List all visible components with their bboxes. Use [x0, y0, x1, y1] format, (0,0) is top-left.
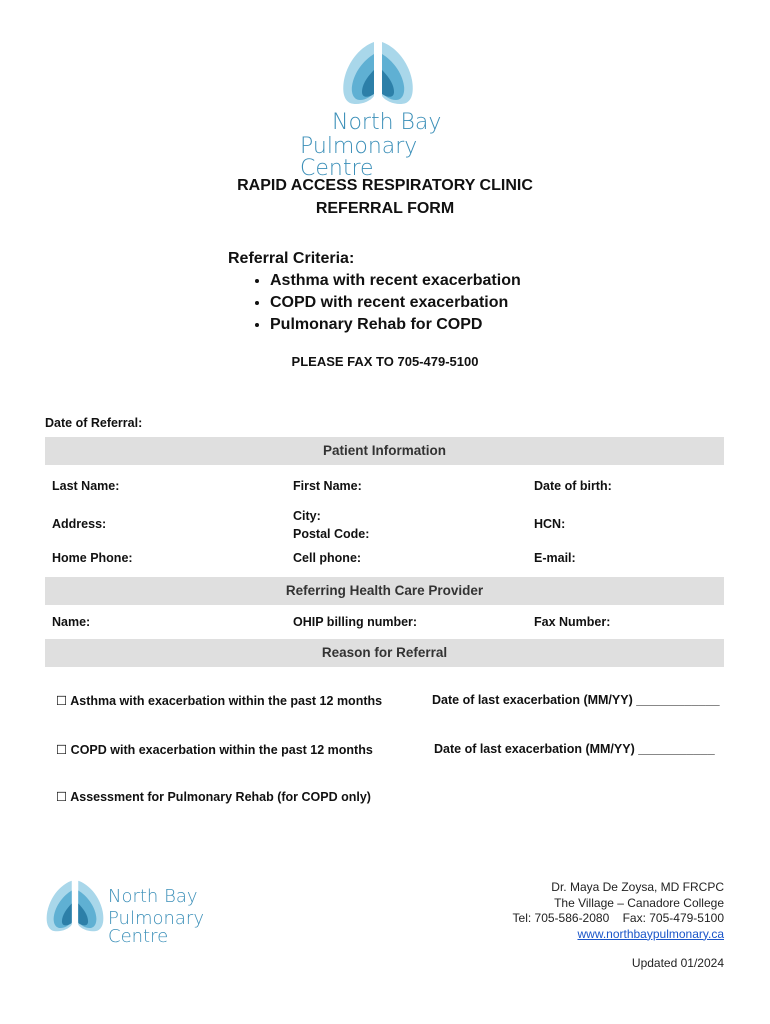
city-label: City:: [293, 509, 321, 523]
logo-bottom-line2: Pulmonary Centre: [108, 908, 204, 947]
criteria-item: • Pulmonary Rehab for COPD: [270, 314, 521, 336]
logo-line2: Pulmonary Centre: [300, 134, 418, 181]
logo-top: [300, 40, 470, 181]
pulmonary-rehab-checkbox[interactable]: ☐ Assessment for Pulmonary Rehab (for COPD only): [56, 790, 371, 804]
criteria-item: • Asthma with recent exacerbation: [270, 270, 521, 292]
home-phone-label: Home Phone:: [52, 551, 133, 565]
lungs-icon: [340, 40, 416, 106]
form-title-line2: REFERRAL FORM: [315, 200, 455, 217]
reason-for-referral-header: Reason for Referral: [45, 639, 724, 667]
date-of-birth-label: Date of birth:: [534, 479, 612, 493]
fax-number-label: Fax Number:: [534, 615, 611, 629]
referring-provider-header: Referring Health Care Provider: [45, 577, 724, 605]
criteria-list: [228, 270, 521, 336]
logo-bottom-line1: North Bay: [108, 886, 198, 907]
ohip-billing-label: OHIP billing number:: [293, 615, 418, 629]
logo-line1: North Bay: [332, 110, 442, 135]
website-link[interactable]: www.northbaypulmonary.ca: [577, 926, 724, 941]
lungs-icon: [44, 878, 106, 934]
provider-name-label: Name:: [52, 615, 91, 629]
copd-exacerbation-date: Date of last exacerbation (MM/YY) ___________: [434, 742, 715, 756]
email-label: E-mail:: [534, 551, 576, 565]
form-title-line1: RAPID ACCESS RESPIRATORY CLINIC: [237, 177, 533, 194]
hcn-label: HCN:: [534, 517, 566, 531]
criteria-heading: Referral Criteria:: [228, 250, 355, 267]
asthma-exacerbation-date: Date of last exacerbation (MM/YY) ____________: [432, 693, 720, 707]
updated-date: Updated 01/2024: [631, 956, 724, 970]
cell-phone-label: Cell phone:: [293, 551, 362, 565]
postal-code-label: Postal Code:: [293, 527, 370, 541]
address-label: Address:: [52, 517, 107, 531]
clinic-phone-fax: Tel: 705-586-2080 Fax: 705-479-5100: [512, 911, 724, 925]
logo-bottom: [44, 876, 254, 947]
copd-checkbox[interactable]: ☐ COPD with exacerbation within the past 12 months: [56, 743, 373, 757]
criteria-item: • COPD with recent exacerbation: [270, 292, 521, 314]
referral-criteria: [228, 248, 521, 336]
clinic-location: The Village – Canadore College: [554, 895, 724, 910]
last-name-label: Last Name:: [52, 479, 120, 493]
fax-notice: PLEASE FAX TO 705-479-5100: [291, 354, 479, 369]
first-name-label: First Name:: [293, 479, 362, 493]
date-of-referral-label: Date of Referral:: [45, 416, 143, 430]
clinic-contact: [513, 880, 724, 942]
asthma-checkbox[interactable]: ☐ Asthma with exacerbation within the past 12 months: [56, 694, 383, 708]
doctor-name: Dr. Maya De Zoysa, MD FRCPC: [551, 880, 724, 894]
patient-information-header: Patient Information: [45, 437, 724, 465]
